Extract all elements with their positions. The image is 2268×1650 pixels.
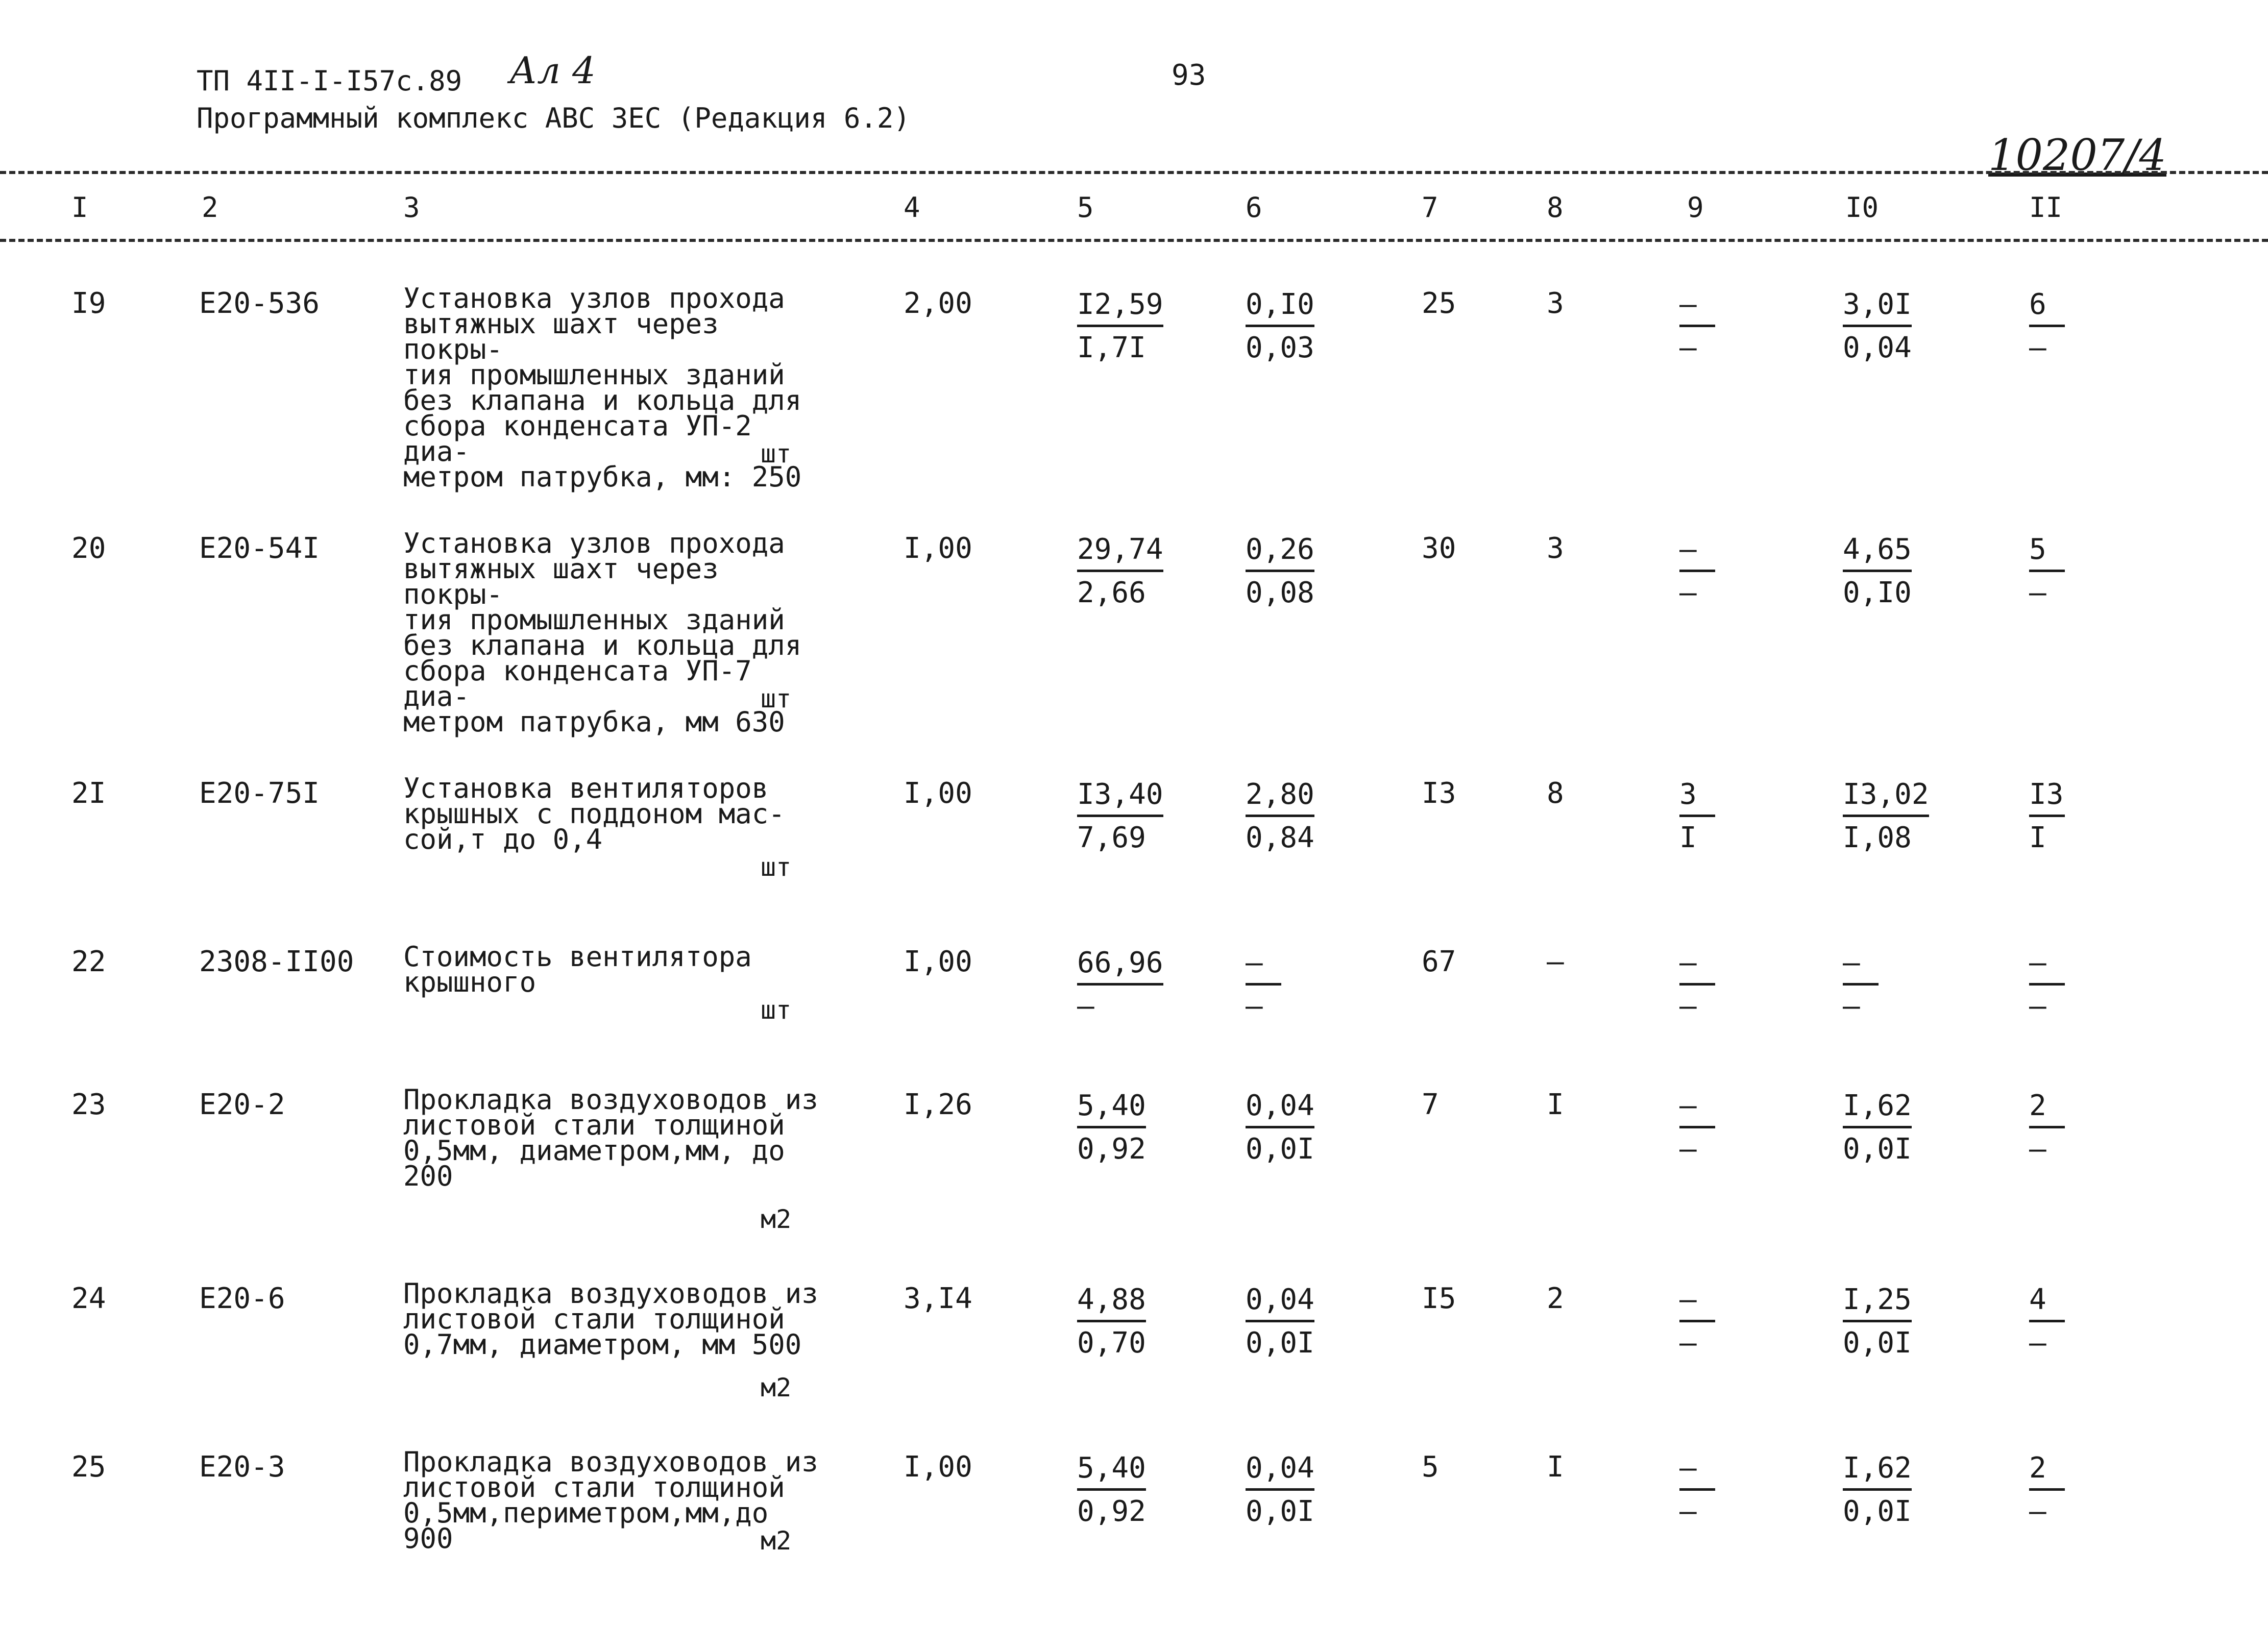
- page-number: 93: [1172, 59, 1206, 92]
- col9-value-numerator: 3: [1679, 776, 1715, 817]
- quantity: I,00: [904, 945, 972, 978]
- col11-value-numerator: 2: [2029, 1449, 2065, 1491]
- col5-value: [1077, 1281, 1146, 1362]
- col-header-9: 9: [1687, 191, 1704, 224]
- quantity: 3,I4: [904, 1282, 972, 1315]
- col8-value: –: [1547, 945, 1564, 978]
- col11-value-numerator: I3: [2029, 776, 2065, 817]
- col11-value: [2029, 531, 2065, 612]
- col9-value-denominator: –: [1679, 331, 1697, 364]
- col5-value-numerator: 66,96: [1077, 944, 1163, 986]
- col9-value-denominator: –: [1679, 1132, 1697, 1166]
- col10-value: [1843, 1449, 1912, 1531]
- col6-value-numerator: 0,04: [1246, 1087, 1314, 1128]
- col-header-2: 2: [202, 191, 218, 224]
- col11-value: [2029, 776, 2065, 857]
- col6-value: [1246, 1087, 1314, 1168]
- col11-value-denominator: –: [2029, 1495, 2046, 1528]
- col5-value-denominator: 2,66: [1077, 576, 1146, 609]
- col5-value-denominator: 0,70: [1077, 1326, 1146, 1360]
- col5-value: [1077, 286, 1163, 367]
- col10-value-denominator: 0,0I: [1843, 1326, 1912, 1360]
- col9-value: [1679, 286, 1715, 367]
- col9-value: [1679, 776, 1715, 857]
- row-number: 20: [71, 532, 106, 565]
- col8-value: 3: [1547, 287, 1564, 320]
- item-code: Е20-6: [199, 1282, 285, 1315]
- col9-value-numerator: –: [1679, 1449, 1715, 1491]
- col9-value-numerator: –: [1679, 286, 1715, 327]
- col5-value-denominator: 7,69: [1077, 821, 1146, 854]
- col9-value-denominator: –: [1679, 576, 1697, 609]
- album-note: Ал 4: [509, 49, 596, 92]
- col7-value: 7: [1422, 1088, 1439, 1121]
- col7-value: 25: [1422, 287, 1456, 320]
- col9-value-denominator: I: [1679, 821, 1697, 854]
- item-unit: шт: [761, 439, 792, 469]
- quantity: I,00: [904, 777, 972, 810]
- col9-value-denominator: –: [1679, 1495, 1697, 1528]
- col-header-11: II: [2029, 191, 2063, 224]
- col7-value: 30: [1422, 532, 1456, 565]
- col6-value: [1246, 1281, 1314, 1362]
- col9-value: [1679, 1281, 1715, 1362]
- col-header-5: 5: [1077, 191, 1094, 224]
- col8-value: I: [1547, 1450, 1564, 1484]
- header-divider-top: [0, 171, 2268, 174]
- col11-value: [2029, 286, 2065, 367]
- col10-value-numerator: I,25: [1843, 1281, 1912, 1322]
- col8-value: I: [1547, 1088, 1564, 1121]
- col10-value-numerator: –: [1843, 944, 1879, 986]
- col10-value-numerator: I3,02: [1843, 776, 1929, 817]
- col6-value-denominator: 0,0I: [1246, 1326, 1314, 1360]
- col-header-10: I0: [1845, 191, 1879, 224]
- col6-value: [1246, 531, 1314, 612]
- col11-value-numerator: –: [2029, 944, 2065, 986]
- item-code: Е20-3: [199, 1450, 285, 1484]
- col-header-3: 3: [403, 191, 420, 224]
- row-number: 22: [71, 945, 106, 978]
- col8-value: 3: [1547, 532, 1564, 565]
- col-header-4: 4: [904, 191, 920, 224]
- col5-value-numerator: 29,74: [1077, 531, 1163, 572]
- col5-value-numerator: I3,40: [1077, 776, 1163, 817]
- col6-value: [1246, 944, 1281, 1025]
- col11-value-denominator: –: [2029, 990, 2046, 1023]
- col10-value: [1843, 1087, 1912, 1168]
- item-description: Установка узлов прохода вытяжных шахт через покры- тия промышленных зданий без клапана и кольца для сбора конденсата УП-7 диа- метром патрубка, мм 630: [403, 527, 802, 738]
- quantity: I,00: [904, 532, 972, 565]
- col9-value-numerator: –: [1679, 1281, 1715, 1322]
- col6-value-denominator: 0,84: [1246, 821, 1314, 854]
- row-number: 25: [71, 1450, 106, 1484]
- item-unit: шт: [761, 995, 792, 1025]
- col9-value-numerator: –: [1679, 1087, 1715, 1128]
- col8-value: 8: [1547, 777, 1564, 810]
- col10-value: [1843, 531, 1912, 612]
- col6-value-denominator: 0,03: [1246, 331, 1314, 364]
- item-unit: шт: [761, 852, 792, 882]
- col10-value-numerator: 4,65: [1843, 531, 1912, 572]
- item-description: Установка вентиляторов крышных с поддоном мас- сой,т до 0,4: [403, 772, 785, 855]
- col6-value-numerator: 2,80: [1246, 776, 1314, 817]
- col6-value-denominator: –: [1246, 990, 1263, 1023]
- col8-value: 2: [1547, 1282, 1564, 1315]
- col10-value-denominator: 0,04: [1843, 331, 1912, 364]
- col5-value-denominator: –: [1077, 990, 1094, 1023]
- col11-value-denominator: –: [2029, 576, 2046, 609]
- item-unit: м2: [761, 1204, 792, 1234]
- col7-value: I5: [1422, 1282, 1456, 1315]
- col10-value-numerator: I,62: [1843, 1087, 1912, 1128]
- item-unit: м2: [761, 1373, 792, 1402]
- col10-value: [1843, 944, 1879, 1025]
- col9-value-numerator: –: [1679, 944, 1715, 986]
- col11-value-denominator: –: [2029, 331, 2046, 364]
- col6-value: [1246, 286, 1314, 367]
- col-header-6: 6: [1246, 191, 1262, 224]
- program-name: Программный комплекс АВС ЗЕС (Редакция 6.2): [197, 102, 910, 134]
- col10-value-denominator: –: [1843, 990, 1860, 1023]
- col5-value-numerator: 5,40: [1077, 1449, 1146, 1491]
- doc-code: ТП 4II-I-I57с.89: [197, 65, 462, 97]
- col9-value-denominator: –: [1679, 1326, 1697, 1360]
- col5-value-denominator: I,7I: [1077, 331, 1146, 364]
- col11-value: [2029, 1087, 2065, 1168]
- item-code: 2308-II00: [199, 945, 354, 978]
- item-unit: м2: [761, 1526, 792, 1556]
- col6-value-numerator: –: [1246, 944, 1281, 986]
- col10-value: [1843, 1281, 1912, 1362]
- col7-value: 67: [1422, 945, 1456, 978]
- row-number: 24: [71, 1282, 106, 1315]
- col6-value-denominator: 0,0I: [1246, 1132, 1314, 1166]
- col-header-1: I: [71, 191, 88, 224]
- col6-value: [1246, 1449, 1314, 1531]
- col-header-8: 8: [1547, 191, 1564, 224]
- col5-value: [1077, 776, 1163, 857]
- document-code: [197, 49, 596, 99]
- row-number: 23: [71, 1088, 106, 1121]
- col9-value: [1679, 1449, 1715, 1531]
- col10-value-numerator: I,62: [1843, 1449, 1912, 1491]
- item-description: Стоимость вентилятора крышного: [403, 941, 752, 998]
- col6-value-numerator: 0,04: [1246, 1449, 1314, 1491]
- col10-value: [1843, 776, 1929, 857]
- col10-value-denominator: 0,0I: [1843, 1495, 1912, 1528]
- item-description: Прокладка воздуховодов из листовой стали толщиной 0,5мм, диаметром,мм, до 200: [403, 1083, 818, 1192]
- col9-value: [1679, 1087, 1715, 1168]
- header-divider-bottom: [0, 239, 2268, 242]
- col7-value: 5: [1422, 1450, 1439, 1484]
- col11-value: [2029, 1449, 2065, 1531]
- col11-value-denominator: I: [2029, 821, 2046, 854]
- handwritten-stamp: 10207/4: [1988, 130, 2166, 180]
- col5-value-numerator: I2,59: [1077, 286, 1163, 327]
- col11-value-numerator: 6: [2029, 286, 2065, 327]
- col9-value: [1679, 531, 1715, 612]
- col5-value: [1077, 944, 1163, 1025]
- col11-value-numerator: 2: [2029, 1087, 2065, 1128]
- col6-value-denominator: 0,08: [1246, 576, 1314, 609]
- col5-value: [1077, 531, 1163, 612]
- col11-value-denominator: –: [2029, 1132, 2046, 1166]
- quantity: 2,00: [904, 287, 972, 320]
- item-description: Установка узлов прохода вытяжных шахт через покры- тия промышленных зданий без клапана и кольца для сбора конденсата УП-2 диа- метром патрубка, мм: 250: [403, 282, 802, 493]
- col6-value-denominator: 0,0I: [1246, 1495, 1314, 1528]
- col6-value: [1246, 776, 1314, 857]
- quantity: I,26: [904, 1088, 972, 1121]
- item-unit: шт: [761, 684, 792, 713]
- col5-value-numerator: 4,88: [1077, 1281, 1146, 1322]
- col5-value: [1077, 1087, 1146, 1168]
- item-description: Прокладка воздуховодов из листовой стали толщиной 0,5мм,периметром,мм,до 900: [403, 1446, 818, 1555]
- row-number: I9: [71, 287, 106, 320]
- col6-value-numerator: 0,04: [1246, 1281, 1314, 1322]
- col7-value: I3: [1422, 777, 1456, 810]
- col9-value: [1679, 944, 1715, 1025]
- col6-value-numerator: 0,26: [1246, 531, 1314, 572]
- col9-value-denominator: –: [1679, 990, 1697, 1023]
- col11-value: [2029, 1281, 2065, 1362]
- col10-value-denominator: I,08: [1843, 821, 1912, 854]
- col5-value-numerator: 5,40: [1077, 1087, 1146, 1128]
- quantity: I,00: [904, 1450, 972, 1484]
- col10-value-numerator: 3,0I: [1843, 286, 1912, 327]
- col11-value-numerator: 4: [2029, 1281, 2065, 1322]
- col11-value-numerator: 5: [2029, 531, 2065, 572]
- col5-value: [1077, 1449, 1146, 1531]
- col9-value-numerator: –: [1679, 531, 1715, 572]
- col5-value-denominator: 0,92: [1077, 1495, 1146, 1528]
- item-code: Е20-54I: [199, 532, 320, 565]
- col11-value-denominator: –: [2029, 1326, 2046, 1360]
- col11-value: [2029, 944, 2065, 1025]
- item-code: Е20-2: [199, 1088, 285, 1121]
- col10-value: [1843, 286, 1912, 367]
- row-number: 2I: [71, 777, 106, 810]
- col-header-7: 7: [1422, 191, 1438, 224]
- item-description: Прокладка воздуховодов из листовой стали толщиной 0,7мм, диаметром, мм 500: [403, 1277, 818, 1361]
- item-code: Е20-536: [199, 287, 320, 320]
- col6-value-numerator: 0,I0: [1246, 286, 1314, 327]
- item-code: Е20-75I: [199, 777, 320, 810]
- col10-value-denominator: 0,I0: [1843, 576, 1912, 609]
- col10-value-denominator: 0,0I: [1843, 1132, 1912, 1166]
- col5-value-denominator: 0,92: [1077, 1132, 1146, 1166]
